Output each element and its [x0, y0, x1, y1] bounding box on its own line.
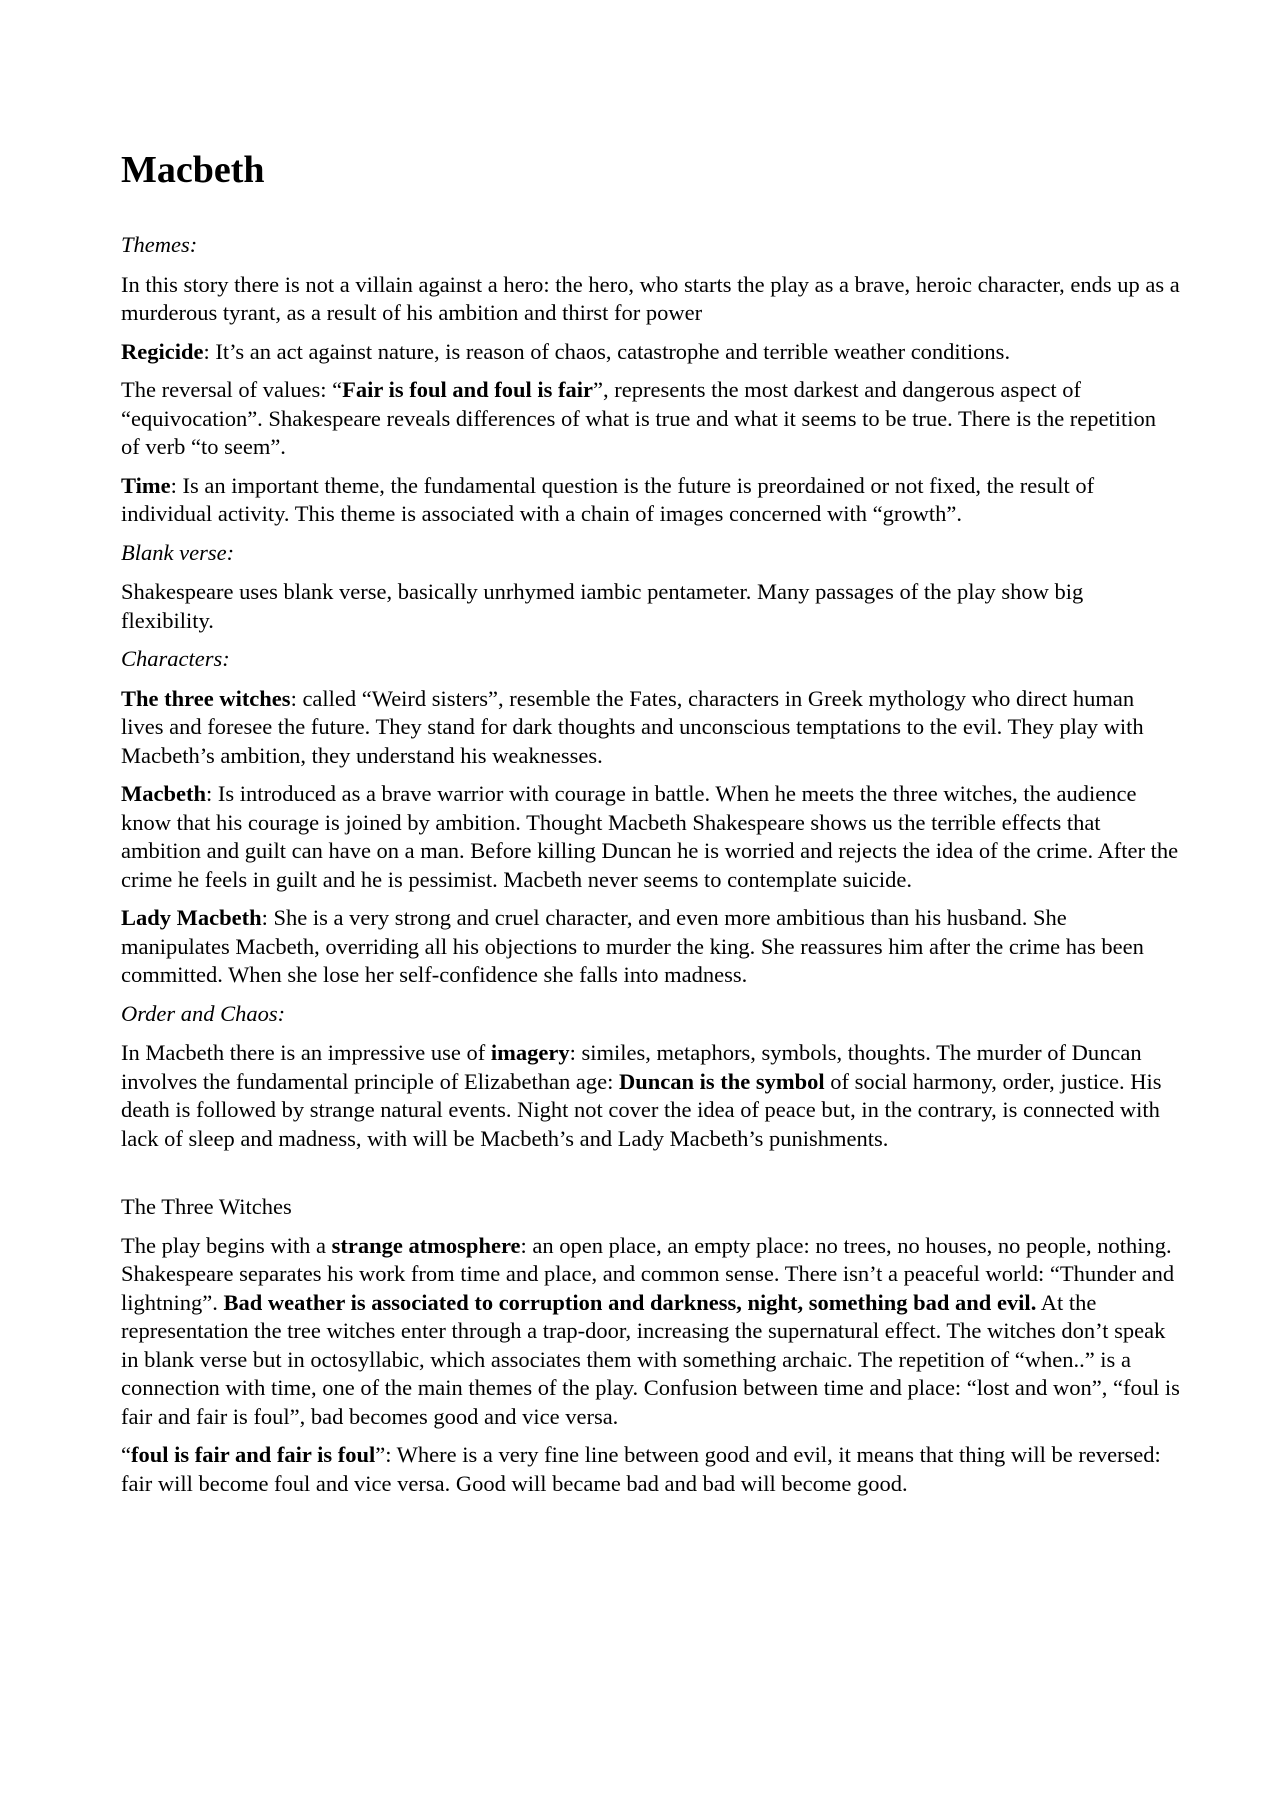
themes-intro-paragraph: In this story there is not a villain against a hero: the hero, who starts the play as a brave, heroic character, ends up as a murderous tyrant, as a result of his ambition and thirst for power [121, 271, 1180, 325]
foul-is-fair-quote: foul is fair and fair is foul [131, 1442, 376, 1467]
order-chaos-text-2: : similes, metaphors, symbols, thoughts. The murder of Duncan involves the fundamental principle of Elizabethan age: [121, 1040, 1142, 1094]
lady-macbeth-text: : She is a very strong and cruel character, and even more ambitious than his husband. She manipulates Macbeth, overriding all his objections to murder the king. She reassures him after the crime has been committed. When she lose her self-confidence she falls into madness. [121, 905, 1144, 987]
three-witches-paragraph-1 [121, 1232, 1180, 1432]
imagery-term: imagery [490, 1040, 570, 1065]
bad-weather-term: Bad weather is associated to corruption and darkness, night, something bad and evil. [223, 1289, 1037, 1315]
witches-paragraph [121, 685, 1180, 771]
order-chaos-heading: Order and Chaos: [121, 1000, 286, 1026]
characters-heading: Characters: [121, 646, 230, 671]
reversal-text: ”, represents the most darkest and dangerous aspect of “equivocation”. Shakespeare reveals differences of what is true and what it seems to be true. There is the repetition of verb “to seem”. [121, 377, 1157, 459]
witches-term: The three witches [121, 685, 291, 711]
time-text: : Is an important theme, the fundamental question is the future is preordained or not fixed, the result of individual activity. This theme is associated with a chain of images concerned with “growth”. [121, 472, 1095, 526]
order-chaos-text-3: of social harmony, order, justice. His death is followed by strange natural events. Night not cover the idea of peace but, in the contrary, is connected with lack of sleep and madness, with will be Macbeth’s and Lady Macbeth’s punishments. [121, 1068, 1162, 1151]
order-chaos-paragraph [121, 1039, 1180, 1153]
lady-macbeth-paragraph [121, 904, 1180, 990]
themes-heading: Themes: [121, 232, 198, 257]
macbeth-text: : Is introduced as a brave warrior with courage in battle. When he meets the three witches, the audience know that his courage is joined by ambition. Thought Macbeth Shakespeare shows us the terrible effects that ambition and guilt can have on a man. Before killing Duncan he is worried and rejects the idea of the crime. After the crime he feels in guilt and he is pessimist. Macbeth never seems to contemplate suicide. [121, 781, 1179, 892]
order-chaos-text-1: In Macbeth there is an impressive use of [121, 1040, 491, 1065]
reversal-paragraph [121, 376, 1180, 462]
tw-text-2: : an open place, an empty place: no trees, no houses, no people, nothing. Shakespeare separates his work from time and place, and common sense. There isn’t a peaceful world: “Thunder and lightning”. [121, 1232, 1175, 1315]
regicide-text: : It’s an act against nature, is reason of chaos, catastrophe and terrible weather conditions. [203, 338, 1011, 364]
document-title: Macbeth [121, 149, 265, 191]
tw-p2-text: ”: Where is a very fine line between good and evil, it means that thing will be reversed: fair will become foul and vice versa. Good will became bad and bad will become good. [121, 1442, 1161, 1496]
reversal-prefix: The reversal of values: “ [121, 377, 343, 402]
blank-verse-heading: Blank verse: [121, 539, 235, 565]
tw-text-3: At the representation the tree witches enter through a trap-door, increasing the supernatural effect. The witches don’t speak in blank verse but in octosyllabic, which associates them with something archaic. The repetition of “when..” is a connection with time, one of the main themes of the play. Confusion between time and place: “lost and won”, “foul is fair and fair is foul”, bad becomes good and vice versa. [121, 1289, 1180, 1429]
time-paragraph [121, 472, 1180, 529]
three-witches-paragraph-2 [121, 1441, 1180, 1498]
tw-p2-open-quote: “ [121, 1442, 131, 1467]
time-term: Time [121, 472, 171, 498]
duncan-symbol-term: Duncan is the symbol [618, 1068, 825, 1094]
lady-macbeth-term: Lady Macbeth [121, 905, 262, 930]
regicide-term: Regicide [121, 338, 204, 364]
macbeth-paragraph [121, 780, 1180, 894]
tw-text-1: The play begins with a [121, 1232, 332, 1258]
three-witches-heading: The Three Witches [121, 1194, 292, 1219]
reversal-quote: Fair is foul and foul is fair [342, 377, 594, 402]
macbeth-term: Macbeth [121, 781, 206, 806]
witches-text: : called “Weird sisters”, resemble the Fates, characters in Greek mythology who direct human lives and foresee the future. They stand for dark thoughts and unconscious temptations to the evil. They play with Macbeth’s ambition, they understand his weaknesses. [121, 685, 1144, 768]
strange-atmosphere-term: strange atmosphere [331, 1232, 521, 1258]
regicide-paragraph [121, 338, 1180, 367]
blank-verse-paragraph: Shakespeare uses blank verse, basically unrhymed iambic pentameter. Many passages of the play show big flexibility. [121, 579, 1084, 633]
